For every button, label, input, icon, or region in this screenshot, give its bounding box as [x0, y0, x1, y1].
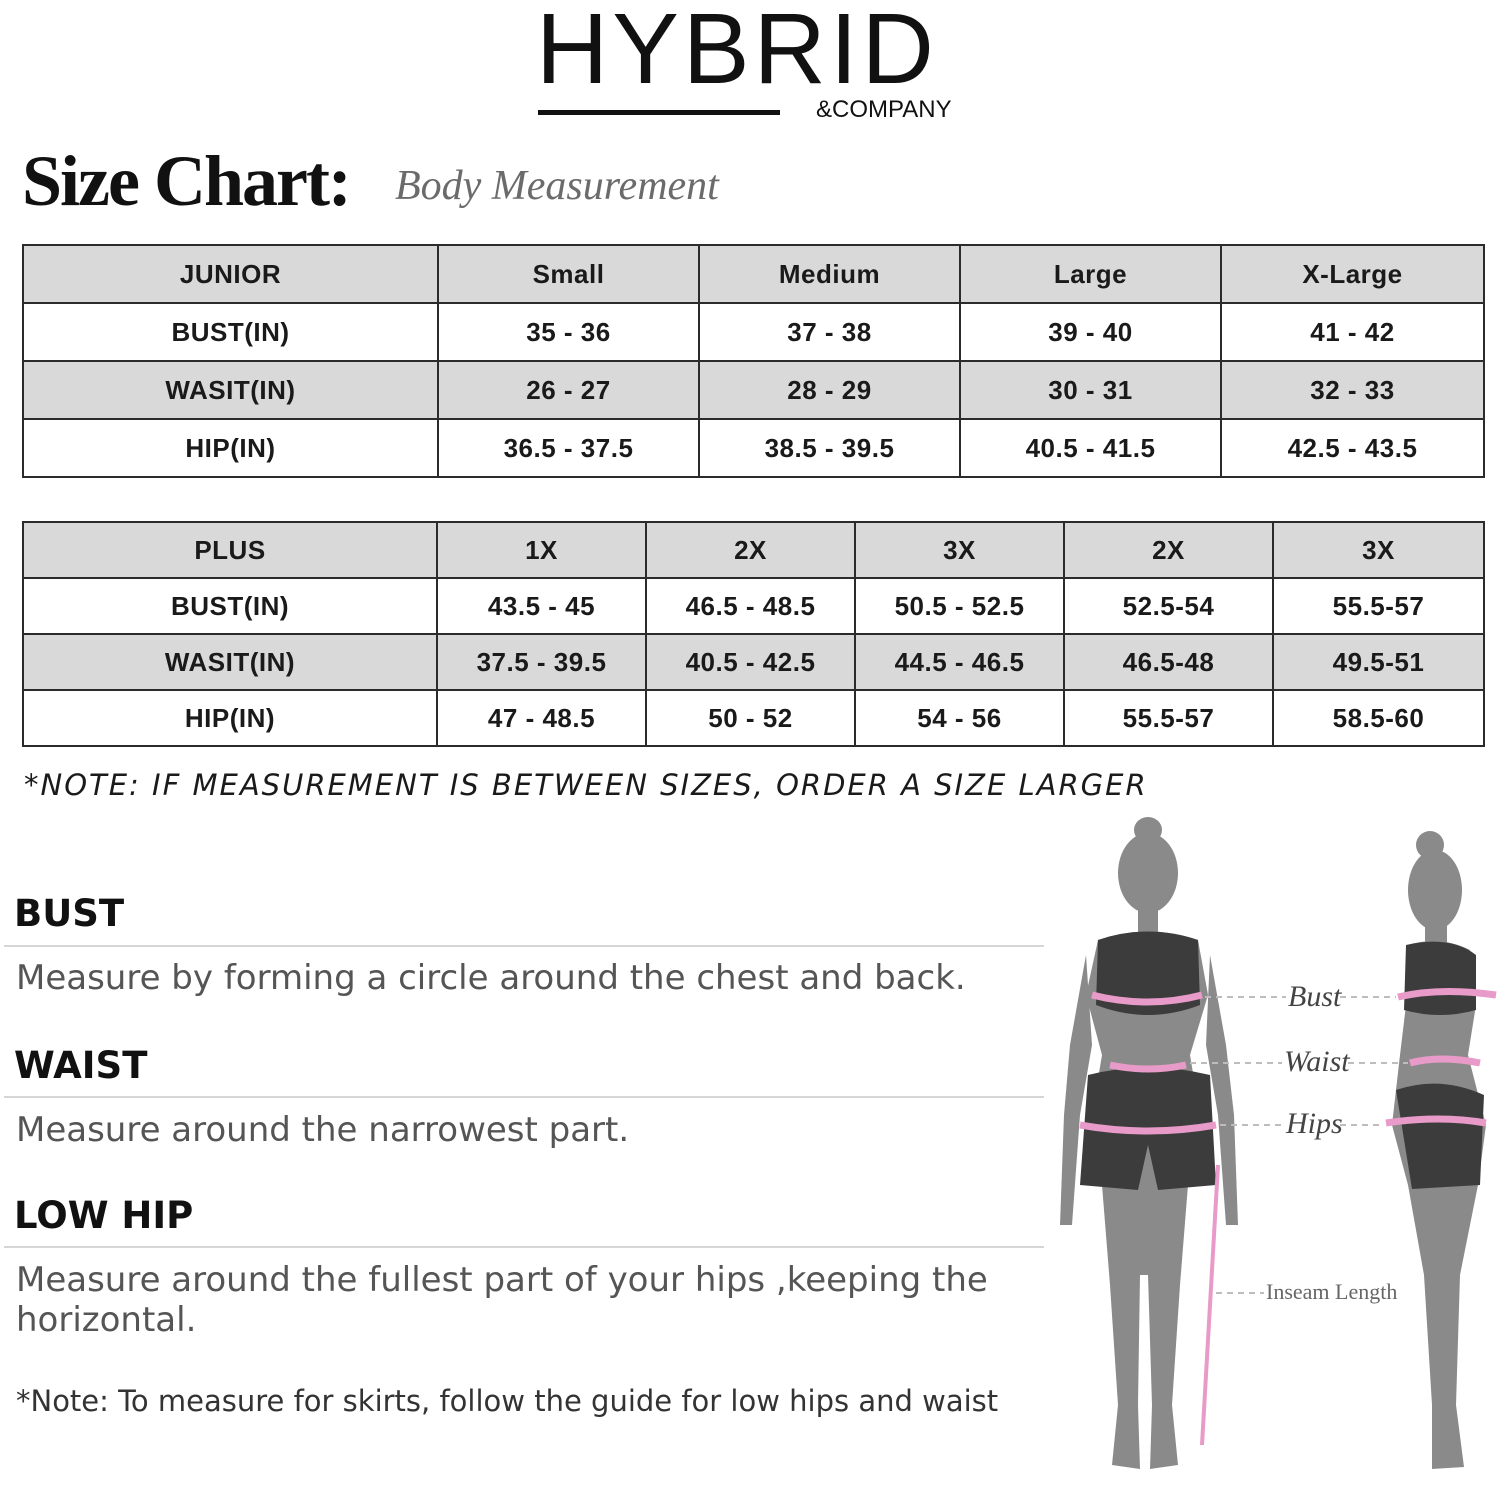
table-header-cell: JUNIOR	[23, 245, 438, 303]
table-cell: 32 - 33	[1221, 361, 1484, 419]
table-cell: 35 - 36	[438, 303, 699, 361]
table-header-cell: PLUS	[23, 522, 437, 578]
table-row	[23, 419, 1484, 477]
bust-instruction: Measure by forming a circle around the chest and back.	[16, 958, 966, 998]
hips-label: Hips	[1286, 1107, 1343, 1140]
table-cell: 37.5 - 39.5	[437, 634, 646, 690]
table-header-cell: 2X	[1064, 522, 1273, 578]
table-header-cell: Small	[438, 245, 699, 303]
divider	[4, 945, 1044, 947]
table-header-cell: 3X	[1273, 522, 1484, 578]
table-cell: 43.5 - 45	[437, 578, 646, 634]
table-cell: HIP(IN)	[23, 690, 437, 746]
table-cell: BUST(IN)	[23, 578, 437, 634]
table-row	[23, 690, 1484, 746]
waist-label: Waist	[1284, 1045, 1350, 1078]
low-hip-heading: LOW HIP	[14, 1194, 194, 1237]
table-cell: 50.5 - 52.5	[855, 578, 1064, 634]
table-row	[23, 361, 1484, 419]
table-cell: 52.5-54	[1064, 578, 1273, 634]
table-cell: BUST(IN)	[23, 303, 438, 361]
table-cell: 37 - 38	[699, 303, 960, 361]
bust-label: Bust	[1288, 980, 1342, 1013]
body-measurement-figure	[1040, 805, 1500, 1499]
table-cell: WASIT(IN)	[23, 634, 437, 690]
size-note: *NOTE: IF MEASUREMENT IS BETWEEN SIZES, ORDER A SIZE LARGER	[24, 768, 1148, 802]
table-cell: 39 - 40	[960, 303, 1221, 361]
table-cell: 54 - 56	[855, 690, 1064, 746]
table-cell: 30 - 31	[960, 361, 1221, 419]
table-cell: 38.5 - 39.5	[699, 419, 960, 477]
table-row	[23, 578, 1484, 634]
table-header-row	[23, 245, 1484, 303]
table-cell: 58.5-60	[1273, 690, 1484, 746]
table-header-row	[23, 522, 1484, 578]
table-row	[23, 634, 1484, 690]
brand-logo	[530, 0, 970, 130]
page-subtitle: Body Measurement	[395, 163, 719, 209]
table-cell: 26 - 27	[438, 361, 699, 419]
table-header-cell: Large	[960, 245, 1221, 303]
plus-size-table	[22, 521, 1485, 747]
skirt-note: *Note: To measure for skirts, follow the guide for low hips and waist	[16, 1384, 999, 1418]
table-cell: 42.5 - 43.5	[1221, 419, 1484, 477]
low-hip-instruction: Measure around the fullest part of your hips ,keeping the horizontal.	[16, 1260, 988, 1340]
brand-underline	[538, 110, 780, 115]
inseam-length-label: Inseam Length	[1266, 1279, 1398, 1304]
table-cell: 46.5 - 48.5	[646, 578, 855, 634]
waist-instruction: Measure around the narrowest part.	[16, 1110, 630, 1150]
table-header-cell: 2X	[646, 522, 855, 578]
table-header-cell: 1X	[437, 522, 646, 578]
page-title: Size Chart:	[22, 141, 350, 221]
table-cell: 28 - 29	[699, 361, 960, 419]
bust-heading: BUST	[14, 892, 125, 935]
divider	[4, 1246, 1044, 1248]
table-cell: 50 - 52	[646, 690, 855, 746]
table-header-cell: Medium	[699, 245, 960, 303]
table-header-cell: 3X	[855, 522, 1064, 578]
table-cell: 41 - 42	[1221, 303, 1484, 361]
table-row	[23, 303, 1484, 361]
table-cell: 55.5-57	[1064, 690, 1273, 746]
table-cell: WASIT(IN)	[23, 361, 438, 419]
table-cell: 49.5-51	[1273, 634, 1484, 690]
divider	[4, 1096, 1044, 1098]
brand-subtitle: &COMPANY	[816, 96, 952, 123]
brand-name: HYBRID	[536, 0, 938, 105]
table-cell: HIP(IN)	[23, 419, 438, 477]
table-cell: 40.5 - 41.5	[960, 419, 1221, 477]
junior-size-table	[22, 244, 1485, 478]
table-cell: 55.5-57	[1273, 578, 1484, 634]
table-cell: 44.5 - 46.5	[855, 634, 1064, 690]
table-header-cell: X-Large	[1221, 245, 1484, 303]
table-cell: 40.5 - 42.5	[646, 634, 855, 690]
table-cell: 36.5 - 37.5	[438, 419, 699, 477]
body-silhouette-illustration	[1040, 805, 1500, 1499]
table-cell: 47 - 48.5	[437, 690, 646, 746]
table-cell: 46.5-48	[1064, 634, 1273, 690]
waist-heading: WAIST	[14, 1044, 148, 1087]
